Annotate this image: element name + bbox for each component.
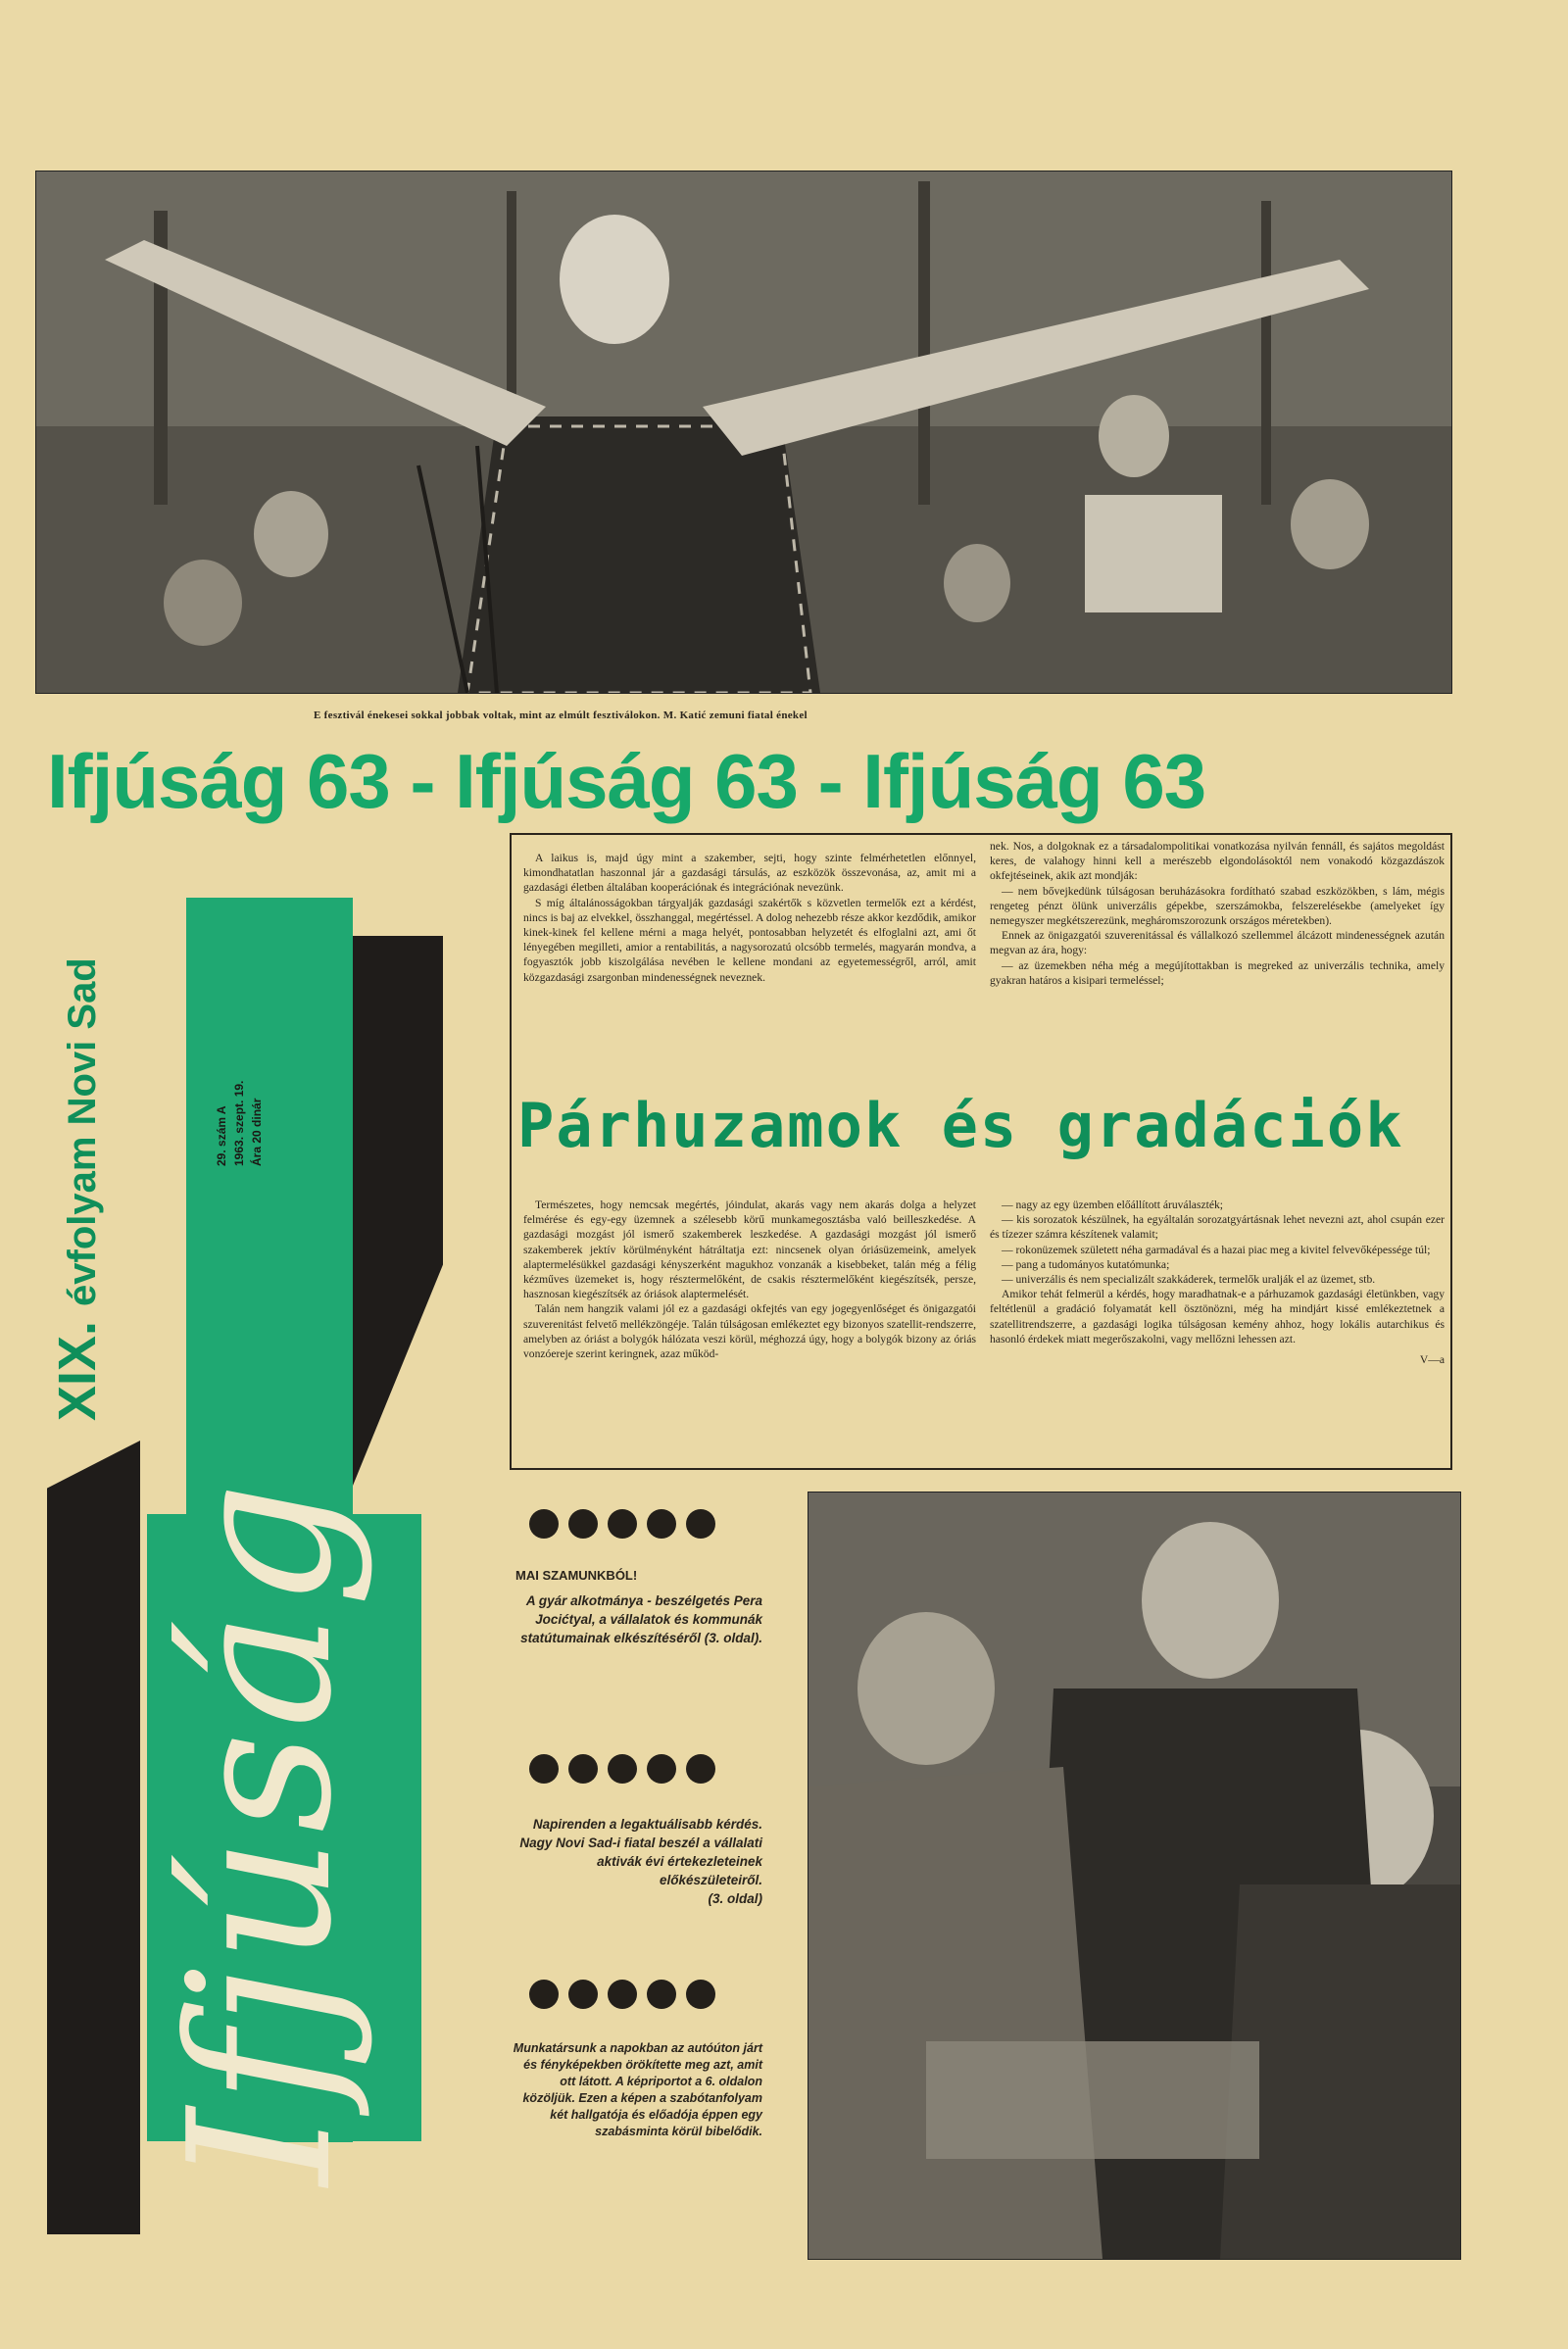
paragraph: — univerzális és nem specializált szakkáderek, termelők uralják el az üzemet, stb. xyxy=(1002,1273,1376,1287)
masthead-issue xyxy=(213,1081,266,1166)
banner-part: Ifjúság 63 xyxy=(47,738,390,824)
issue-date: 1963. szept. 19. xyxy=(232,1080,246,1166)
bullet-dot xyxy=(568,1980,598,2009)
teaser-3: Munkatársunk a napokban az autóúton járt és fényképekben örökítette meg azt, amit ott látott. A képriportot a 6. oldalon közöljük. Ezen a képen a szabótanfolyam két hallgatója és előadója éppen egy szabásmintа körül bibelődik. xyxy=(513,2041,762,2138)
dot-row xyxy=(529,1980,715,2009)
volume-rest: évfolyam Novi Sad xyxy=(61,957,104,1306)
paragraph: — az üzemekben néha még a megújítottakban is megreked az univerzális technika, amely gyakran határos a kisipari termeléssel; xyxy=(990,958,1445,987)
masthead-title: Ifjúság xyxy=(147,1478,375,2185)
paragraph: Természetes, hogy nemcsak megértés, jóindulat, akarás vagy nem akarás dolga a helyzet felmérése és egy-egy üzemnek a szélesebb körű munkamegosztásba való beilleszkedése. A gazdasági mozgást jól ismerő szakemberek leszkedése. A gazdasági mozgást jól ismerő szakemberek jektív körülményként hátráltatja ezt: nincsenek olyan óriásüzemeink, amelyek alaptermelésükkel gazdasági kényszerként magukhoz vonzanák a kisebbeket, talán még a félig kézműves üzemeket is, hogy résztermelőként, de csakis résztermelőként kiegészítsék, persze, hasznosan kiegészítsék az óriások alaptermelését. xyxy=(523,1199,976,1301)
issue-number: 29. szám A xyxy=(215,1105,228,1166)
paragraph: Amikor tehát felmerül a kérdés, hogy maradhatnak-e a párhuzamok gazdasági életünkben, vagy feltétlenül a gradáció folyamatát kell ösztönözni, még ha mindjárt kissé emlékeztetnek a szatellitrendszerre, a gazdasági logika túlságosan kemény ahhoz, hogy lokális autarchikus és hasonló érdekek miatt megerőszakolni, vagy mellőzni lehessen azt. xyxy=(990,1288,1445,1346)
issue-price: Ára 20 dinár xyxy=(250,1098,264,1166)
sidebar-heading: MAI SZAMUNKBÓL! xyxy=(515,1568,638,1583)
signature: V—a xyxy=(1419,1353,1445,1367)
paragraph: — nem bővejkedünk túlságosan beruházásokra fordítható szabad eszközökben, s lám, mégis rengeteg pénzt ölünk univerzális gépekbe, szerszámokba, felszerelésekbe (amelyeket így nemegyszer megkétszerezünk, megháromszorozunk országos méretekben). xyxy=(990,884,1445,928)
masthead-volume xyxy=(47,957,108,1421)
paragraph: nek. Nos, a dolgoknak ez a társadalompolitikai vonatkozása nyilván fennáll, és sajátos megoldást keres, de valahogy hinni kell a merészebb elgondolásoktól nem vonakodó közgazdászok okfejtéseinek, akik azt mondják: xyxy=(990,840,1445,883)
paragraph: S míg általánosságokban tárgyalják gazdasági szakértők s közvetlen termelők ezt a kérdést, nincs is baj az elvekkel, összhanggal, megértéssel. A dolog nehezebb része akkor kezdődik, amikor kinek-kinek fel kellene mérni a maga helyét, pontosabban helyzetét és elfoglalni azt, ami őt lényegében megilleti, amior a rentabilitás, a nagysorozatú olcsóbb termelés, magyarán mondva, a fogyasztók jobb kiszolgálása nevében le kellene mondani az egyetemességről, arról, amit közgazdasági zsargonban mindenességnek neveznek. xyxy=(523,896,976,984)
teaser-2-page: (3. oldal) xyxy=(708,1891,762,1906)
banner-part: Ifjúság 63 xyxy=(862,738,1206,824)
paragraph: — nagy az egy üzemben előállított áruválaszték; xyxy=(1002,1199,1223,1211)
bullet-dot xyxy=(686,1509,715,1539)
bullet-dot xyxy=(647,1509,676,1539)
dot-row xyxy=(529,1754,715,1784)
bullet-dot xyxy=(608,1980,637,2009)
bottom-photo xyxy=(808,1492,1461,2260)
teaser-2 xyxy=(510,1815,762,1908)
bullet-dot xyxy=(568,1754,598,1784)
article-headline: Párhuzamok és gradációk xyxy=(517,1090,1404,1161)
bullet-dot xyxy=(608,1509,637,1539)
bullet-dot xyxy=(647,1980,676,2009)
teaser-2-text: Napirenden a legaktuálisabb kérdés. Nagy Novi Sad-i fiatal beszél a vállalati aktivák évi értekezleteinek előkészületeiről. xyxy=(519,1817,762,1887)
paragraph: Talán nem hangzik valami jól ez a gazdasági okfejtés van egy jogegyenlőséget és önigazgatói szuverenitást felvető mellékzöngéje. Talán túlságosan emlékeztet egy bizonyos szatellit-rendszerre, amelyben az óriást a bolygók hálózata veszi körül, méghozzá úgy, hogy a bolygók bizony az óriás vonzóereje szerint keringnek, azaz működ- xyxy=(523,1302,976,1361)
bullet-dot xyxy=(529,1980,559,2009)
bullet-dot xyxy=(686,1754,715,1784)
article-col1-top xyxy=(523,851,976,985)
banner-separator: - xyxy=(410,738,435,824)
bullet-dot xyxy=(568,1509,598,1539)
paragraph: Ennek az önigazgatói szuverenitással és vállalkozó szellemmel álcázott mindenességnek azután megvan az ára, hogy: xyxy=(990,929,1445,957)
bullet-dot xyxy=(529,1754,559,1784)
banner-separator: - xyxy=(817,738,843,824)
paragraph: — pang a tudományos kutatómunka; xyxy=(1002,1257,1170,1271)
masthead-stripe-black-left xyxy=(47,1441,140,2234)
paragraph: — rokonüzemek született néha garmadával és a hazai piac meg a kivitel felvevőképessége túl; xyxy=(1002,1243,1431,1256)
paragraph: — kis sorozatok készülnek, ha egyáltalán sorozatgyártásnak lehet nevezni azt, ahol csupán ezer és tízezer számra készítenek valamit; xyxy=(990,1213,1445,1242)
article-col1-bottom xyxy=(523,1198,976,1361)
banner xyxy=(47,737,1205,826)
bullet-dot xyxy=(647,1754,676,1784)
bullet-dot xyxy=(608,1754,637,1784)
article-col2-top xyxy=(990,839,1445,988)
banner-part: Ifjúság 63 xyxy=(455,738,798,824)
dot-row xyxy=(529,1509,715,1539)
teaser-1: A gyár alkotmánya - beszélgetés Pera Jocićtyal, a vállalatok és kommunák statútumainak elkészítéséről (3. oldal). xyxy=(520,1593,762,1645)
paragraph: A laikus is, majd úgy mint a szakember, sejti, hogy szinte felmérhetetlen előnnyel, kimondhatatlan haszonnal jár a gazdasági társulás, az eszközök összevonása, az, amit mi a gazdasági életben általában kooperációnak és integrációnak nevezünk. xyxy=(523,852,976,895)
bullet-dot xyxy=(529,1509,559,1539)
top-photo-caption: E fesztivál énekesei sokkal jobbak voltak, mint az elmúlt fesztiválokon. M. Katić zemuni fiatal énekel xyxy=(314,710,808,721)
volume-number: XIX. xyxy=(48,1320,107,1421)
bullet-dot xyxy=(686,1980,715,2009)
article-col2-bottom xyxy=(990,1198,1445,1367)
top-photo xyxy=(35,171,1452,694)
